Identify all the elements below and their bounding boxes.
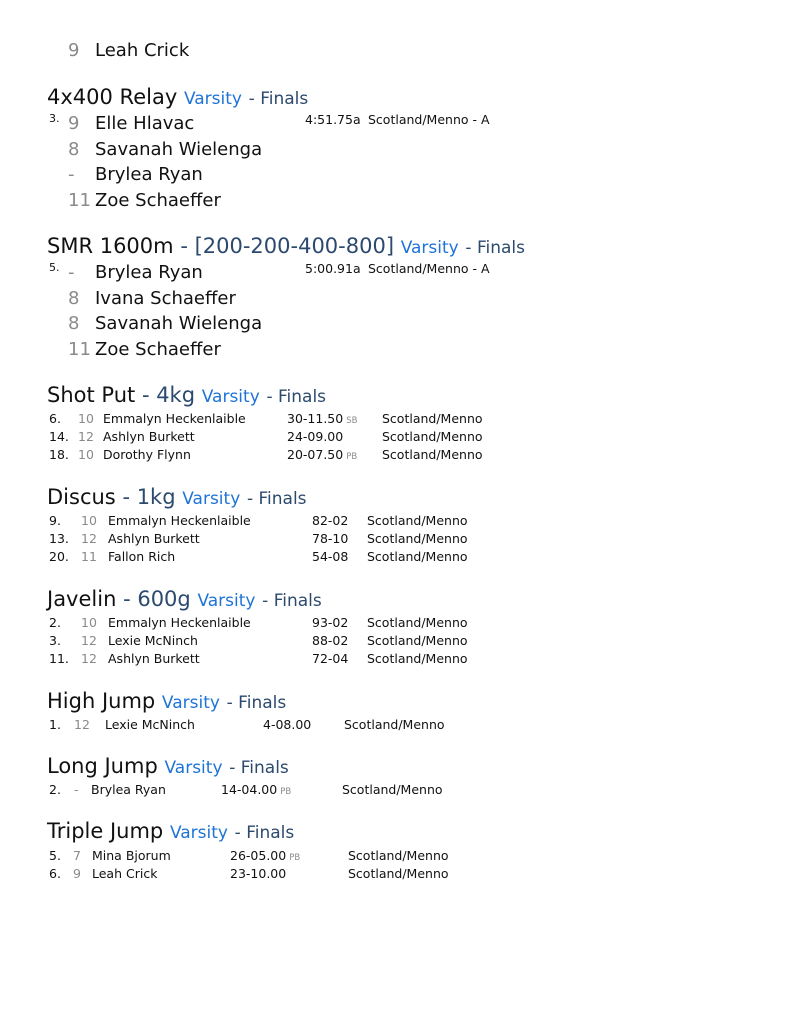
event-title: SMR 1600m [47,234,174,258]
leg-grade: 9 [68,113,80,134]
result-place: 14. [49,429,69,444]
result-mark: 82-02 [312,513,349,528]
result-name: Ashlyn Burkett [108,531,200,546]
event-subtitle: - 4kg [141,383,196,407]
result-place: 5. [49,848,61,863]
mark-value: 20-07.50 [287,447,344,462]
result-place: 2. [49,782,61,797]
leg-name: Savanah Wielenga [95,313,263,334]
result-name: Emmalyn Heckenlaible [103,411,246,426]
record-tag: PB [280,787,292,797]
result-grade: 9 [73,866,81,881]
event-header-triple-jump [47,819,294,843]
leg-name: Brylea Ryan [95,164,203,185]
event-header-4x400-relay [47,85,308,109]
event-subtitle: - 1kg [122,485,176,509]
result-place: 20. [49,549,69,564]
result-team: Scotland/Menno [382,429,483,444]
result-grade: 12 [81,651,97,666]
result-name: Ashlyn Burkett [108,651,200,666]
leg-grade: 8 [68,288,80,309]
leg-name: Savanah Wielenga [95,139,263,160]
result-grade: 11 [81,549,97,564]
result-grade: - [74,782,79,797]
round-label: - Finals [229,758,289,778]
result-grade: 10 [78,447,94,462]
result-team: Scotland/Menno [348,848,449,863]
athlete-grade: 9 [68,40,80,61]
result-team: Scotland/Menno [344,717,445,732]
result-name: Dorothy Flynn [103,447,191,462]
relay-time: 5:00.91a [305,261,361,276]
mark-value: 14-04.00 [221,782,278,797]
event-title: Triple Jump [47,819,164,843]
result-grade: 12 [81,531,97,546]
result-team: Scotland/Menno [342,782,443,797]
leg-grade: 8 [68,313,80,334]
result-name: Lexie McNinch [105,717,195,732]
record-tag: SB [346,416,358,426]
round-label: - Finals [465,238,525,258]
result-mark: 23-10.00 [230,866,287,881]
relay-place: 3. [49,112,60,125]
result-mark [287,429,346,444]
result-mark: 88-02 [312,633,349,648]
result-place: 9. [49,513,61,528]
result-grade: 10 [81,513,97,528]
result-team: Scotland/Menno [348,866,449,881]
result-mark [230,848,300,863]
relay-place: 5. [49,261,60,274]
result-place: 2. [49,615,61,630]
round-label: - Finals [248,89,309,109]
result-place: 18. [49,447,69,462]
leg-name: Ivana Schaeffer [95,288,236,309]
result-name: Fallon Rich [108,549,176,564]
leg-name: Brylea Ryan [95,262,203,283]
record-tag: PB [289,853,301,863]
result-mark: 4-08.00 [263,717,312,732]
division-label: Varsity [161,693,220,713]
result-name: Brylea Ryan [91,782,166,797]
event-header-high-jump [47,689,286,713]
result-name: Ashlyn Burkett [103,429,195,444]
mark-value: 24-09.00 [287,429,344,444]
event-title: Long Jump [47,754,158,778]
result-team: Scotland/Menno [367,531,468,546]
result-grade: 10 [81,615,97,630]
leg-name: Zoe Schaeffer [95,190,221,211]
result-team: Scotland/Menno [382,447,483,462]
record-tag: PB [346,452,358,462]
event-header-shot-put [47,383,326,407]
result-team: Scotland/Menno [382,411,483,426]
division-label: Varsity [197,591,256,611]
result-place: 13. [49,531,69,546]
round-label: - Finals [262,591,322,611]
result-name: Lexie McNinch [108,633,198,648]
result-name: Leah Crick [92,866,158,881]
result-team: Scotland/Menno [367,615,468,630]
result-mark: 93-02 [312,615,349,630]
leg-name: Elle Hlavac [95,113,195,134]
result-mark [287,447,357,462]
event-title: Discus [47,485,116,509]
result-grade: 7 [73,848,81,863]
result-place: 11. [49,651,69,666]
division-label: Varsity [164,758,223,778]
mark-value: 30-11.50 [287,411,344,426]
result-grade: 12 [74,717,90,732]
leg-grade: - [68,164,75,185]
result-name: Mina Bjorum [92,848,171,863]
relay-team: Scotland/Menno - A [368,261,490,276]
event-title: Javelin [47,587,117,611]
division-label: Varsity [169,823,228,843]
relay-time: 4:51.75a [305,112,361,127]
division-label: Varsity [400,238,459,258]
round-label: - Finals [234,823,295,843]
round-label: - Finals [266,387,327,407]
leg-grade: - [68,262,75,283]
result-name: Emmalyn Heckenlaible [108,513,251,528]
event-title: High Jump [47,689,156,713]
result-mark: 54-08 [312,549,349,564]
division-label: Varsity [183,89,242,109]
result-place: 6. [49,866,61,881]
event-header-long-jump [47,754,289,778]
result-grade: 12 [81,633,97,648]
result-team: Scotland/Menno [367,633,468,648]
result-place: 6. [49,411,61,426]
mark-value: 26-05.00 [230,848,287,863]
leg-grade: 11 [68,339,91,360]
result-mark: 72-04 [312,651,349,666]
result-place: 3. [49,633,61,648]
result-mark: 78-10 [312,531,349,546]
leg-grade: 8 [68,139,80,160]
event-title: Shot Put [47,383,136,407]
result-mark [287,411,357,426]
relay-team: Scotland/Menno - A [368,112,490,127]
leg-grade: 11 [68,190,91,211]
result-place: 1. [49,717,61,732]
division-label: Varsity [182,489,241,509]
event-title: 4x400 Relay [47,85,178,109]
result-grade: 10 [78,411,94,426]
event-subtitle: - [200-200-400-800] [180,234,395,258]
event-header-javelin [47,587,322,611]
event-header-discus [47,485,307,509]
athlete-name: Leah Crick [95,40,190,61]
round-label: - Finals [246,489,307,509]
result-name: Emmalyn Heckenlaible [108,615,251,630]
round-label: - Finals [226,693,287,713]
result-team: Scotland/Menno [367,549,468,564]
leg-name: Zoe Schaeffer [95,339,221,360]
event-header-smr-1600m [47,234,525,258]
event-subtitle: - 600g [123,587,191,611]
result-team: Scotland/Menno [367,651,468,666]
result-grade: 12 [78,429,94,444]
result-team: Scotland/Menno [367,513,468,528]
result-mark [221,782,291,797]
division-label: Varsity [201,387,260,407]
